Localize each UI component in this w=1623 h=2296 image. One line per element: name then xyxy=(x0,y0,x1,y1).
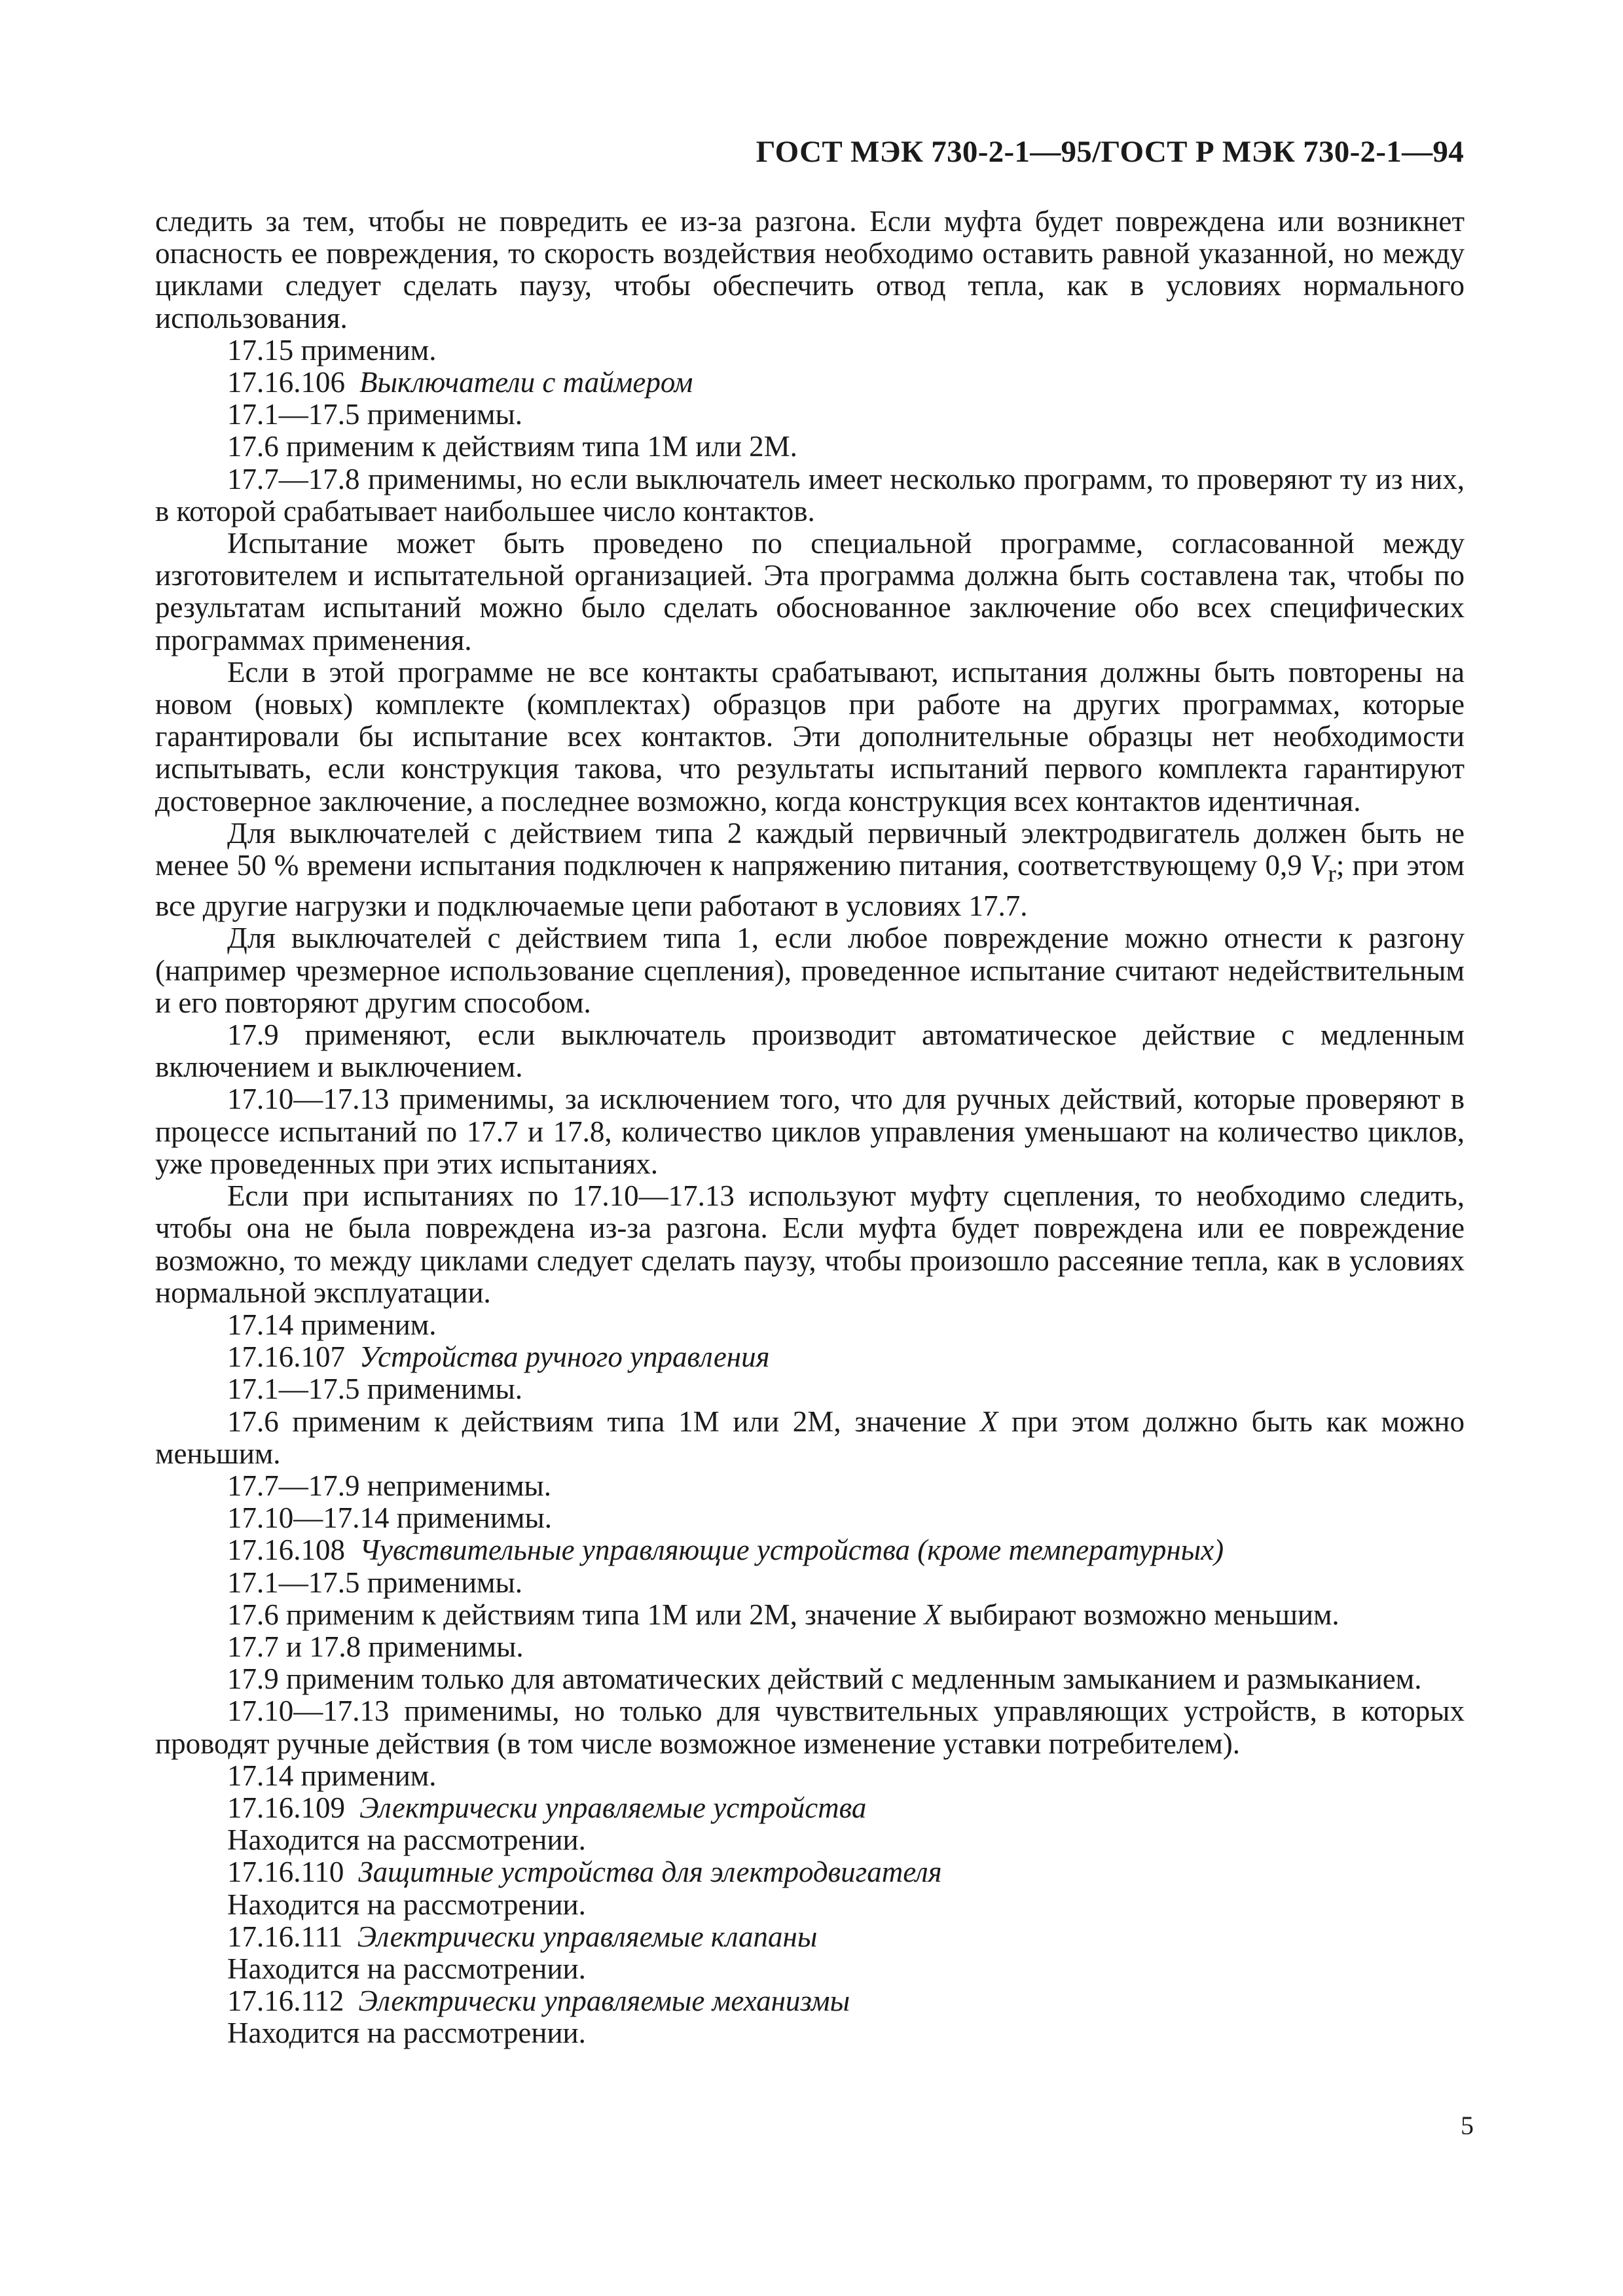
section-number: 17.16.107 xyxy=(227,1340,345,1374)
section-title: Выключатели с таймером xyxy=(359,366,693,399)
section-number: 17.16.112 xyxy=(227,1984,344,2018)
paragraph: 17.15 применим. xyxy=(227,333,437,367)
paragraph-text: Для выключателей с действием типа 2 каждый первичный электродвигатель должен быть не менее 50 % времени испытания подключен к напряжению питания, соответствующему 0,9 xyxy=(155,816,1465,882)
paragraph: 17.1—17.5 применимы. xyxy=(227,398,522,431)
paragraph: следить за тем, чтобы не повредить ее из-за разгона. Если муфта будет повреждена или возникнет опасность ее повреждения, то скорость воздействия необходимо оставить равной указанной, но между циклами следует сделать паузу, чтобы обеспечить отвод тепла, как в условиях нормального использования. xyxy=(155,205,1465,334)
paragraph: Находится на рассмотрении. xyxy=(227,2017,586,2050)
paragraph-text: при этом должно быть как можно меньшим. xyxy=(155,1405,1465,1470)
document-header: ГОСТ МЭК 730-2-1—95/ГОСТ Р МЭК 730-2-1—94 xyxy=(756,135,1464,169)
paragraph: 17.14 применим. xyxy=(227,1308,437,1341)
paragraph-text: 17.6 применим к действиям типа 1М или 2М, значение xyxy=(227,1598,924,1631)
variable-v: V xyxy=(1309,849,1328,882)
paragraph: 17.10—17.14 применимы. xyxy=(227,1501,552,1535)
section-number: 17.16.110 xyxy=(227,1856,344,1889)
section-title: Электрически управляемые механизмы xyxy=(358,1984,850,2018)
paragraph: 17.14 применим. xyxy=(227,1759,437,1792)
paragraph xyxy=(155,817,1465,923)
paragraph: 17.9 применяют, если выключатель производит автоматическое действие с медленным включением и выключением. xyxy=(155,1018,1465,1084)
paragraph: Для выключателей с действием типа 1, если любое повреждение можно отнести к разгону (например чрезмерное использование сцепления), проведенное испытание считают недействительным и его повторяют другим способом. xyxy=(155,922,1465,1019)
section-title: Защитные устройства для электродвигателя xyxy=(358,1856,942,1889)
section-title: Устройства ручного управления xyxy=(359,1340,770,1374)
section-heading xyxy=(155,1792,1465,1824)
paragraph: 17.1—17.5 применимы. xyxy=(227,1372,522,1406)
section-heading xyxy=(155,367,1465,399)
variable-subscript: r xyxy=(1328,861,1336,888)
paragraph: Испытание может быть проведено по специальной программе, согласованной между изготовителем и испытательной организацией. Эта программа должна быть составлена так, чтобы по результатам испытаний можно было сделать обоснованное заключение обо всех специфических программах применения. xyxy=(155,527,1465,656)
paragraph: Если при испытаниях по 17.10—17.13 используют муфту сцепления, то необходимо следить, чтобы она не была повреждена из-за разгона. Если муфта будет повреждена или ее повреждение возможно, то между циклами следует сделать паузу, чтобы произошло рассеяние тепла, как в условиях нормальной эксплуатации. xyxy=(155,1179,1465,1309)
paragraph: 17.6 применим к действиям типа 1М или 2М. xyxy=(227,430,797,463)
section-number: 17.16.108 xyxy=(227,1534,345,1567)
paragraph: 17.1—17.5 применимы. xyxy=(227,1566,522,1599)
section-title: Электрически управляемые устройства xyxy=(359,1791,867,1824)
paragraph xyxy=(155,1406,1465,1470)
section-heading xyxy=(155,1856,1465,1888)
section-heading xyxy=(155,1985,1465,2017)
paragraph: 17.10—17.13 применимы, но только для чувствительных управляющих устройств, в которых проводят ручные действия (в том числе возможное изменение уставки потребителем). xyxy=(155,1695,1465,1760)
paragraph-text: 17.6 применим к действиям типа 1М или 2М, значение xyxy=(227,1405,980,1438)
paragraph xyxy=(155,1599,1465,1631)
paragraph: Находится на рассмотрении. xyxy=(227,1888,586,1921)
paragraph: 17.7—17.8 применимы, но если выключатель имеет несколько программ, то проверяют ту из них, в которой срабатывает наибольшее число контактов. xyxy=(155,462,1465,528)
paragraph: 17.7 и 17.8 применимы. xyxy=(227,1630,524,1663)
paragraph: Находится на рассмотрении. xyxy=(227,1952,586,1985)
page-number: 5 xyxy=(1461,2111,1474,2140)
section-number: 17.16.109 xyxy=(227,1791,345,1824)
document-body xyxy=(155,206,1465,2050)
section-number: 17.16.106 xyxy=(227,366,345,399)
paragraph: Находится на рассмотрении. xyxy=(227,1823,586,1857)
paragraph: 17.9 применим только для автоматических действий с медленным замыканием и размыканием. xyxy=(227,1662,1422,1696)
paragraph: 17.7—17.9 неприменимы. xyxy=(227,1469,552,1502)
variable-x: X xyxy=(924,1598,942,1631)
paragraph: Если в этой программе не все контакты срабатывают, испытания должны быть повторены на новом (новых) комплекте (комплектах) образцов при работе на других программах, которые гарантировали бы испытание всех контактов. Эти дополнительные образцы нет необходимости испытывать, если конструкция такова, что результаты испытаний первого комплекта гарантируют достоверное заключение, а последнее возможно, когда конструкция всех контактов идентичная. xyxy=(155,655,1465,817)
variable-x: X xyxy=(979,1405,998,1438)
paragraph-text: выбирают возможно меньшим. xyxy=(941,1598,1340,1631)
section-heading xyxy=(155,1534,1465,1566)
paragraph-text: ; при этом все другие нагрузки и подключаемые цепи работают в условиях 17.7. xyxy=(155,849,1465,923)
section-heading xyxy=(155,1341,1465,1373)
section-title: Электрически управляемые клапаны xyxy=(357,1920,818,1953)
section-number: 17.16.111 xyxy=(227,1920,343,1953)
paragraph: 17.10—17.13 применимы, за исключением того, что для ручных действий, которые проверяют в процессе испытаний по 17.7 и 17.8, количество циклов управления уменьшают на количество циклов, уже проведенных при этих испытаниях. xyxy=(155,1083,1465,1180)
section-title: Чувствительные управляющие устройства (кроме температурных) xyxy=(359,1534,1224,1567)
section-heading xyxy=(155,1921,1465,1953)
